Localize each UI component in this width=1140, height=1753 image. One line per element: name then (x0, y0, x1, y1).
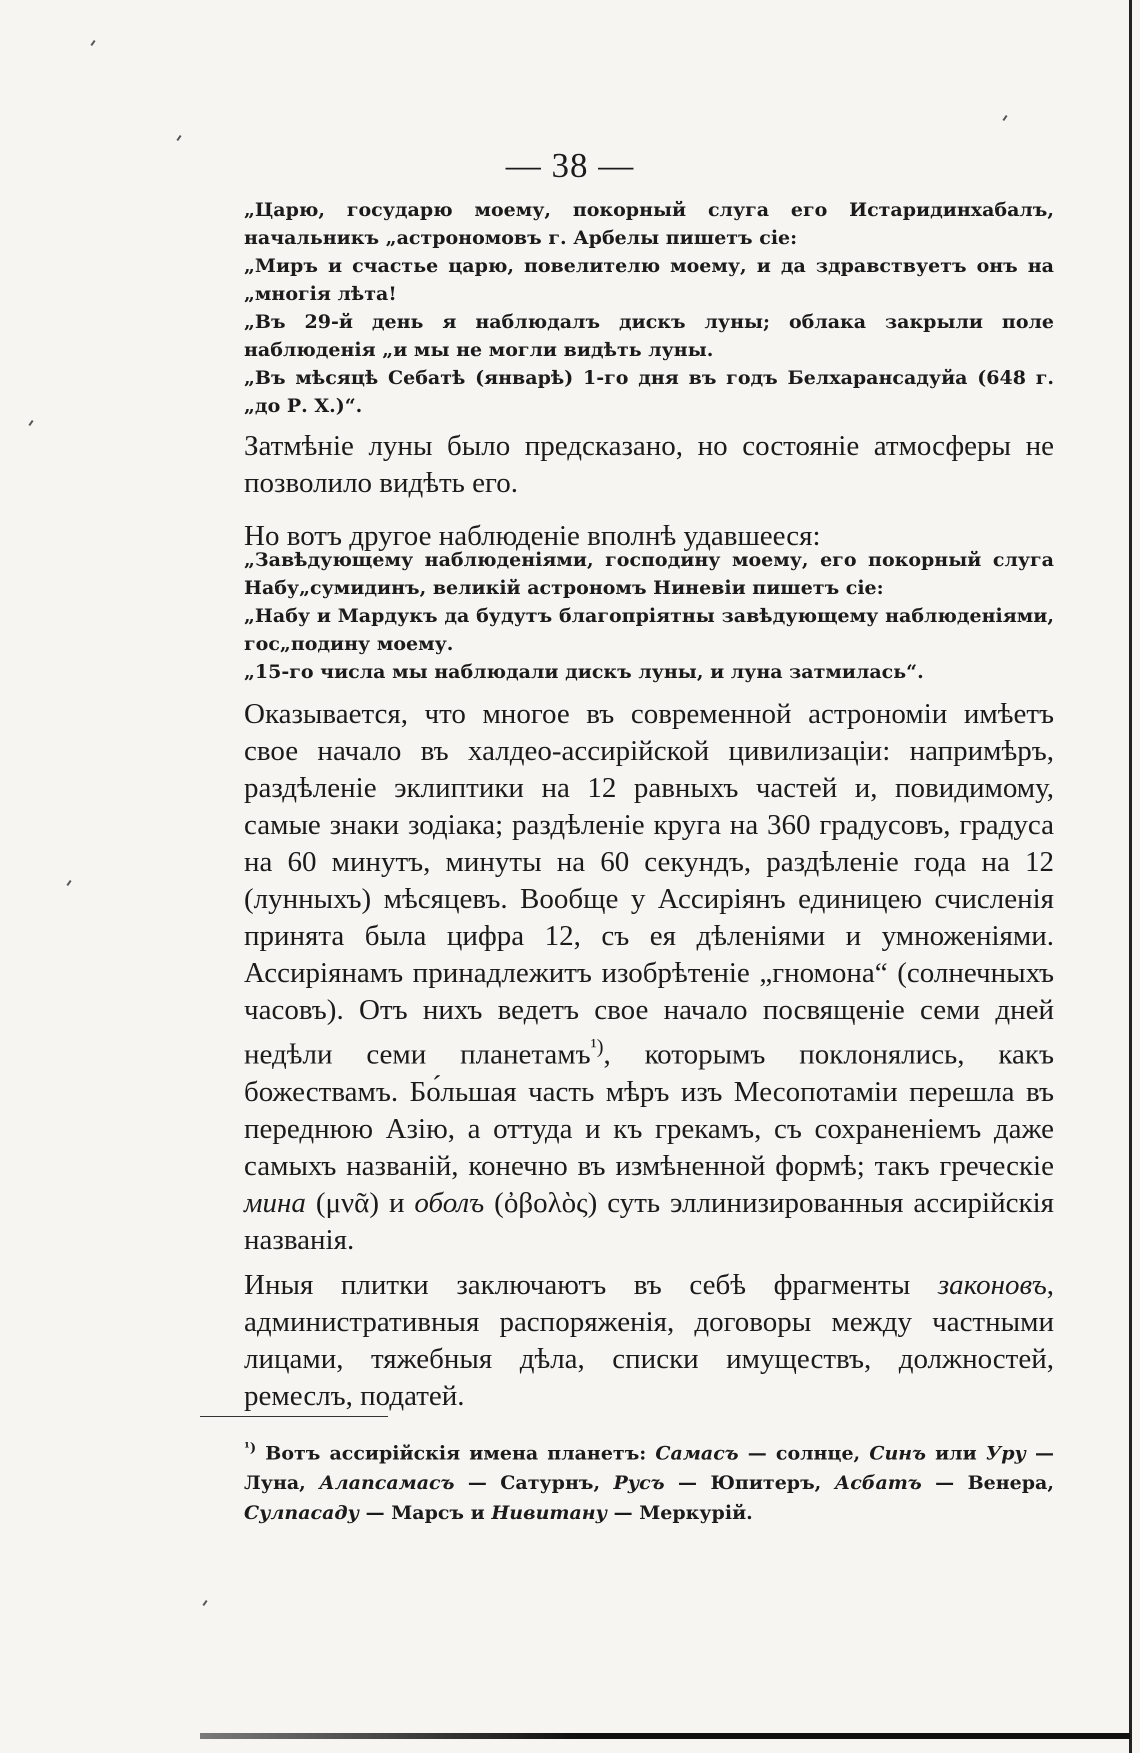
body-text-run: , административныя распоряженія, договоры между частными лицами, тяжебныя дѣла, списки имуществъ, должностей, ремеслъ, податей. (244, 1268, 1054, 1412)
page-number: — 38 — (505, 146, 635, 185)
scan-speck (90, 40, 95, 46)
footnote-text: — Юпитеръ, (678, 1472, 822, 1495)
footnote (244, 1434, 1054, 1528)
planet-name: Нивитану (491, 1502, 608, 1525)
letter-1-paragraph: „Въ 29-й день я наблюдалъ дискъ луны; облака закрыли поле наблюденія „и мы не могли видѣть луны. (244, 311, 1054, 361)
body-text-run: Оказывается, что многое въ современной астрономіи имѣетъ свое начало въ халдео-ассирійской цивилизаціи: напримѣръ, раздѣленіе эклиптики на 12 равныхъ частей и, повидимому, самые знаки зодіака; раздѣленіе круга на 360 градусовъ, градуса на 60 минутъ, минуты на 60 секундъ, раздѣленіе года на 12 (лунныхъ) мѣсяцевъ. Вообще у Ассиріянъ единицею счисленія принята была цифра 12, съ ея дѣленіями и умноженіями. Ассиріянамъ принадлежитъ изобрѣтеніе „гномона“ (солнечныхъ часовъ). Отъ нихъ ведетъ свое начало посвященіе семи дней недѣли семи планетамъ (244, 698, 1054, 1071)
letter-1-paragraph: „Царю, государю моему, покорный слуга его Истаридинхабалъ, начальникъ „астрономовъ г. Арбелы пишетъ сіе: (244, 199, 1054, 249)
term-mina: мина (244, 1186, 306, 1219)
letter-2-paragraph: „15-го числа мы наблюдали дискъ луны, и луна затмилась“. (244, 661, 924, 683)
body-paragraph: Но вотъ другое наблюденіе вполнѣ удавшееся: (244, 520, 821, 552)
page-edge-shadow (1129, 0, 1132, 1753)
letter-1-paragraph: „Въ мѣсяцѣ Себатѣ (январѣ) 1-го дня въ годъ Белхарансадуйа (648 г. „до Р. Х.)“. (244, 367, 1054, 417)
planet-name: Синъ (869, 1442, 926, 1465)
scan-speck (1002, 115, 1007, 121)
planet-name: Сулпасаду (244, 1502, 359, 1525)
planet-name: Уру (985, 1442, 1026, 1465)
footnote-text: Вотъ ассирійскія имена планетъ: (265, 1442, 647, 1465)
body-text-1 (244, 428, 1054, 555)
footnote-text: — Сатурнъ, (467, 1472, 601, 1495)
planet-name: Русъ (613, 1472, 665, 1495)
scan-speck (202, 1600, 207, 1606)
planet-name: Асбатъ (834, 1472, 922, 1495)
footnote-reference: ¹) (590, 1036, 604, 1058)
footnote-text: — солнце, (747, 1442, 861, 1465)
footnote-text: — Марсъ и (365, 1502, 485, 1525)
greek-word: (μνᾶ) (315, 1186, 380, 1219)
scan-speck (28, 420, 33, 426)
letter-1-paragraph: „Миръ и счастье царю, повелителю моему, и да здравствуетъ онъ на „многія лѣта! (244, 255, 1054, 305)
scan-speck (66, 880, 71, 886)
quoted-letter-2 (244, 546, 1054, 686)
body-paragraph (244, 1267, 1054, 1415)
body-text-run: и (388, 1186, 405, 1219)
footnote-text: — Меркурій. (613, 1502, 753, 1525)
body-text-run: суть эллинизированныя ассирійскія названія. (244, 1186, 1054, 1256)
planet-name: Алапсамасъ (319, 1472, 455, 1495)
body-paragraph (244, 696, 1054, 1259)
scan-speck (176, 135, 181, 141)
body-paragraph: Затмѣніе луны было предсказано, но состояніе атмосферы не позволило видѣть его. (244, 430, 1054, 499)
footnote-mark: ¹) (244, 1441, 257, 1456)
greek-word: (ὀβολὸς) (494, 1186, 598, 1219)
body-text-run: Иныя плитки заключаютъ въ себѣ фрагменты (244, 1268, 911, 1301)
letter-2-paragraph: „Набу и Мардукъ да будутъ благопріятны завѣдующему наблюденіями, гос„подину моему. (244, 605, 1054, 655)
planet-name: Самасъ (655, 1442, 739, 1465)
letter-2-paragraph: „Завѣдующему наблюденіями, господину моему, его покорный слуга Набу„сумидинъ, великій астрономъ Ниневіи пишетъ сіе: (244, 549, 1054, 599)
body-text-2 (244, 696, 1054, 1415)
footnote-divider (200, 1416, 388, 1417)
footnote-text: — Венера, (935, 1472, 1054, 1495)
term-laws: законовъ (937, 1268, 1047, 1301)
page-bottom-edge (200, 1733, 1130, 1739)
footnote-text: — Луна, (244, 1442, 1055, 1495)
quoted-letter-1 (244, 196, 1054, 420)
footnote-text: или (935, 1442, 977, 1465)
body-text-run: , которымъ поклонялись, какъ божествамъ. Бо́льшая часть мѣръ изъ Месопотаміи перешла въ переднюю Азію, а оттуда и къ грекамъ, съ сохраненіемъ даже самыхъ названій, конечно въ измѣненной формѣ; такъ греческіе (244, 1038, 1054, 1182)
term-obol: оболъ (414, 1186, 485, 1219)
